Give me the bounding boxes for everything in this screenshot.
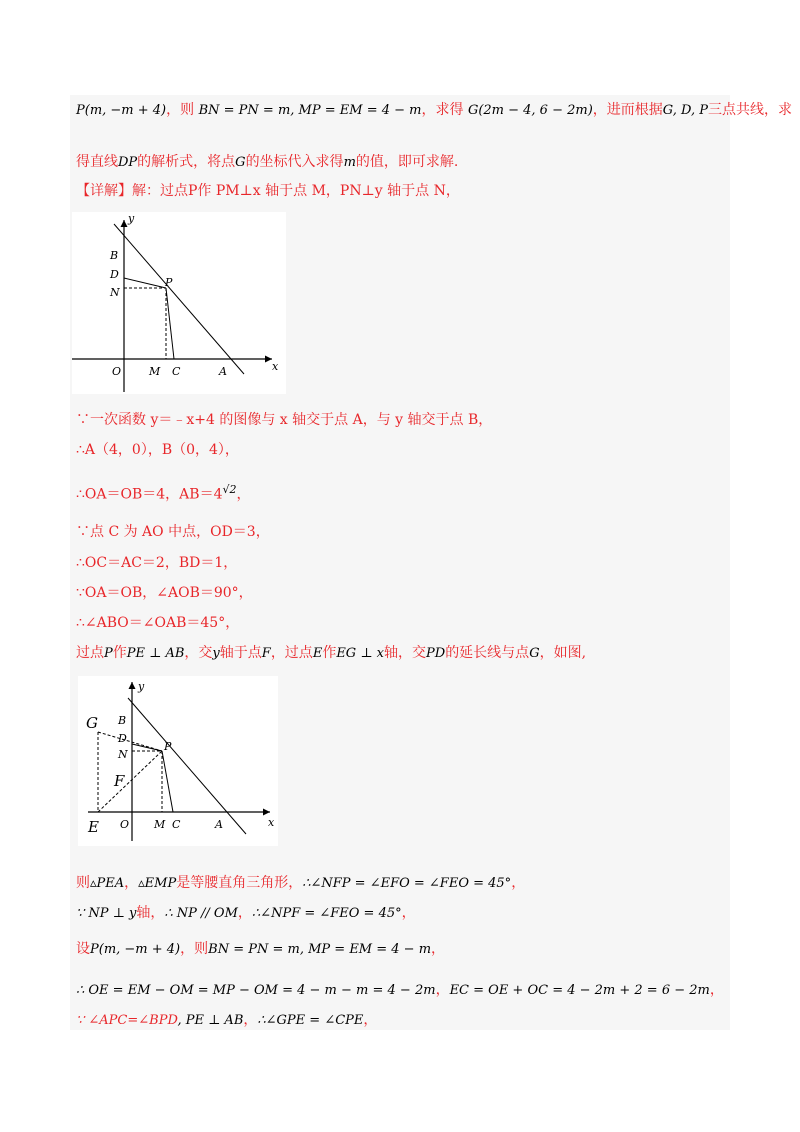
label-n: N [110,286,120,299]
step-3: ∴OA＝OB＝4，$AB=4^{√2}$， [76,483,251,503]
segment-dp [124,278,166,288]
label-f: F [114,772,125,790]
label-x: x [272,360,279,373]
label-o: O [112,365,122,378]
construction-line: 过点P作PE ⊥ AB，交y轴于点F，过点E作EG ⊥ x轴，交PD的延长线与点G，如图, [76,645,587,661]
step-2: ∴A（4，0），B（0，4）， [76,442,239,458]
label-a: A [215,818,223,831]
label-b: B [118,714,127,727]
step-5: ∴OC＝AC＝2，BD＝1， [76,555,238,571]
figure-1-svg [72,212,286,394]
detail-line [76,181,460,201]
after-line-5: ∵ ∠APC=∠BPD, PE ⊥ AB，∴∠GPE = ∠CPE， [76,1012,378,1028]
step-6: ∵OA＝OB，∠AOB＝90°， [76,585,253,601]
step-1: ∵一次函数 y＝﹣x+4 的图像与 x 轴交于点 A，与 y 轴交于点 B， [76,412,493,428]
label-p: P [165,276,173,289]
label-b: B [110,249,119,262]
after-line-3: 设P(m, −m + 4)，则BN = PN = m, MP = EM = 4 − m， [76,941,446,957]
math-bn-pn: BN = PN = m, MP = EM = 4 − m [198,103,422,118]
label-p: P [164,740,172,753]
math-p-coord: P(m, −m + 4) [76,103,167,118]
label-o: O [120,818,130,831]
label-d: D [110,268,119,281]
sqrt-two: √2 [222,483,237,496]
segment-pc [166,288,174,359]
figure-2 [78,676,278,846]
after-line-1: 则▵PEA，▵EMP是等腰直角三角形，∴∠NFP = ∠EFO = ∠FEO = 45°， [76,875,526,891]
figure-1 [72,212,286,394]
label-a: A [219,365,227,378]
segment-dp [132,744,162,751]
step-4: ∵点 C 为 AO 中点，OD＝3， [76,524,270,540]
label-x: x [268,816,275,829]
after-line-4: ∴ OE = EM − OM = MP − OM = 4 − m − m = 4 − 2m，EC = OE + OC = 4 − 2m + 2 = 6 − 2m， [76,982,724,998]
intro-line-1: P(m, −m + 4)，则 BN = PN = m, MP = EM = 4 − m，求得 G(2m − 4, 6 − 2m)，进而根据G, D, P三点共线，求 [76,102,792,118]
step-7: ∴∠ABO＝∠OAB＝45°， [76,615,240,631]
label-e: E [88,818,99,836]
label-m: M [154,818,166,831]
math-gdp: G, D, P [662,103,708,118]
detail-label: 【详解】 [76,183,132,199]
segment-gp [98,732,162,751]
detail-text: 解：过点P作 PM⊥x 轴于点 M，PN⊥y 轴于点 N， [132,183,460,199]
label-y: y [128,212,135,225]
line-ab [114,224,244,374]
after-line-2: ∵ NP ⊥ y轴，∴ NP // OM，∴∠NPF = ∠FEO = 45°， [76,905,416,921]
label-g: G [86,714,98,732]
intro-line-2: 得直线DP的解析式，将点G的坐标代入求得m的值，即可求解. [76,154,459,170]
label-n: N [118,748,128,761]
label-y: y [138,680,145,693]
figure-2-svg [78,676,278,846]
segment-ep [98,751,162,812]
label-m: M [149,365,161,378]
label-d: D [118,732,127,745]
label-c: C [172,818,181,831]
label-c: C [172,365,181,378]
segment-pc [162,751,173,812]
math-g-coord: G(2m − 4, 6 − 2m) [467,103,593,118]
